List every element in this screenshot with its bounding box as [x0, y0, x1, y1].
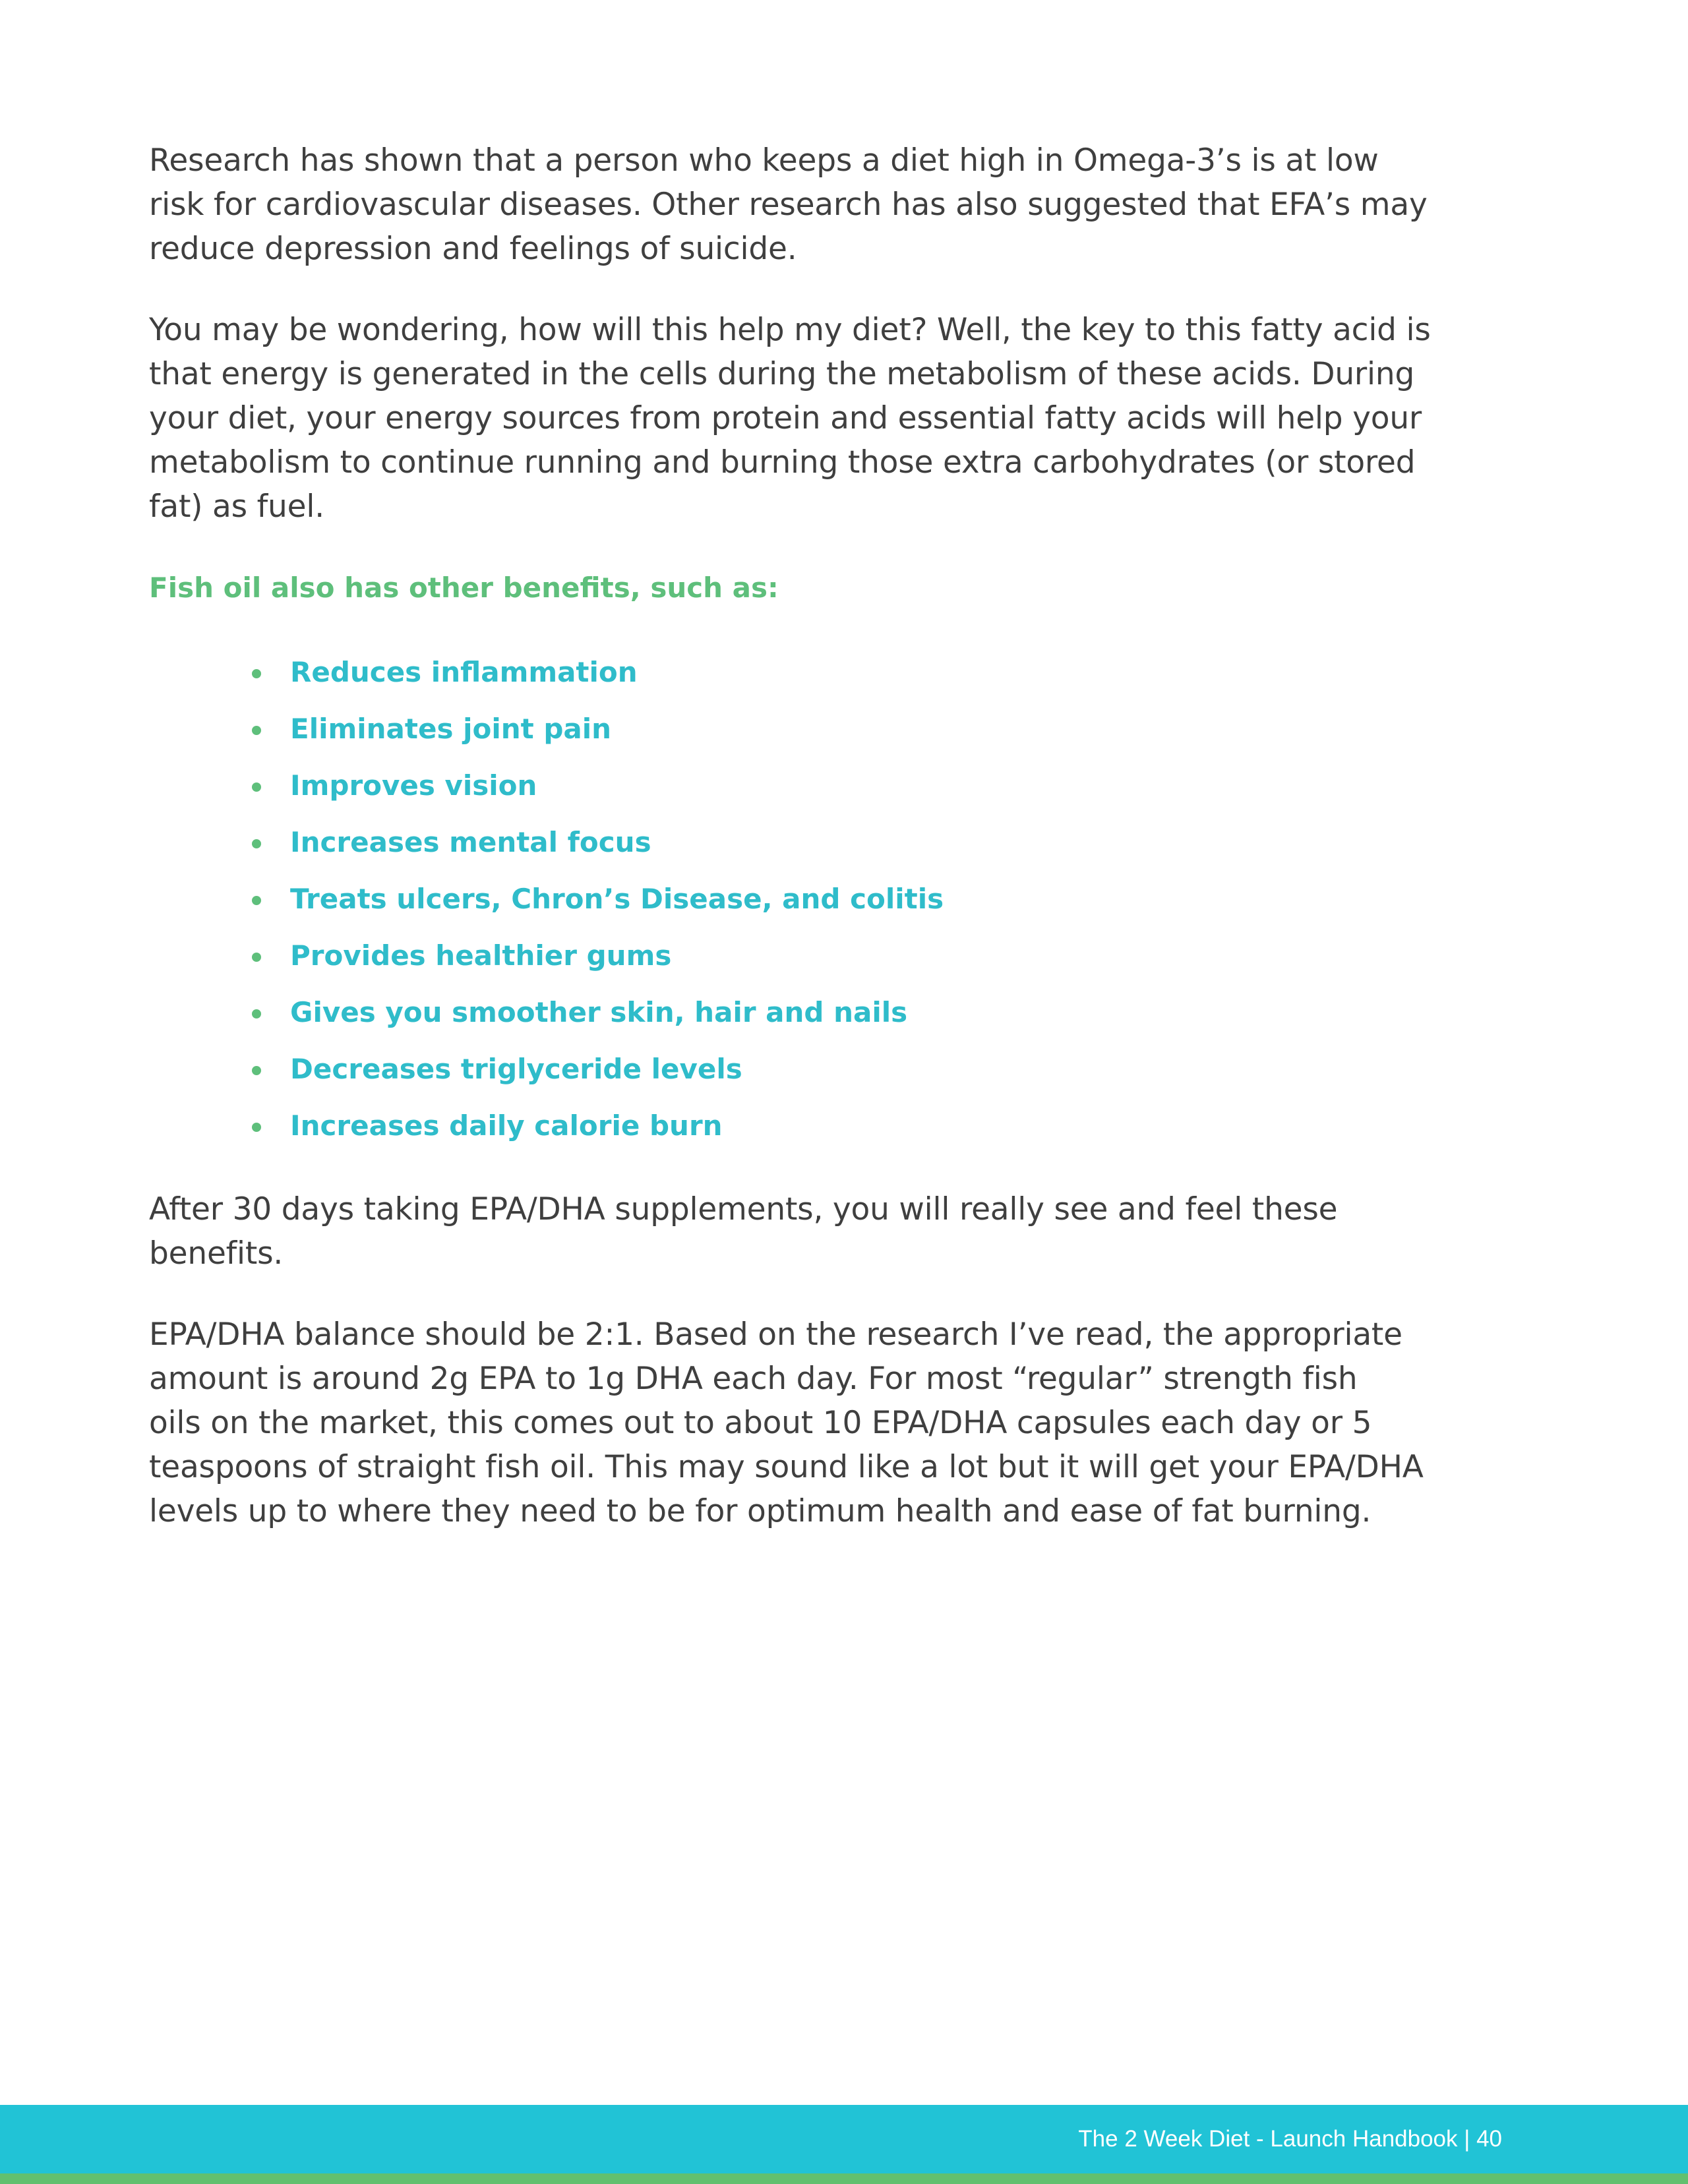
benefit-label: Eliminates joint pain [290, 713, 612, 745]
bullet-icon [252, 953, 261, 962]
text-line: risk for cardiovascular diseases. Other research has also suggested that EFA’s may [149, 187, 1428, 223]
bullet-icon [252, 1066, 261, 1075]
benefit-label: Gives you smoother skin, hair and nails [290, 996, 908, 1028]
benefit-label: Treats ulcers, Chron’s Disease, and colitis [290, 883, 944, 915]
text-line: teaspoons of straight fish oil. This may sound like a lot but it will get your EPA/DHA [149, 1449, 1424, 1485]
text-line: metabolism to continue running and burning those extra carbohydrates (or stored [149, 444, 1416, 481]
list-item [248, 1041, 1540, 1098]
text-line: levels up to where they need to be for optimum health and ease of fat burning. [149, 1493, 1372, 1529]
text-line: You may be wondering, how will this help my diet? Well, the key to this fatty acid is [149, 312, 1431, 348]
benefit-label: Increases daily calorie burn [290, 1109, 723, 1142]
footer-title-page-number: The 2 Week Diet - Launch Handbook | 40 [1078, 2126, 1502, 2152]
bullet-icon [252, 1009, 261, 1018]
benefits-list [149, 644, 1540, 1154]
list-item [248, 871, 1540, 928]
page-content [149, 138, 1540, 1570]
benefits-heading: Fish oil also has other benefits, such as: [149, 572, 779, 604]
list-item [248, 644, 1540, 701]
list-item [248, 1098, 1540, 1154]
text-line: After 30 days taking EPA/DHA supplements, you will really see and feel these [149, 1191, 1338, 1227]
list-item [248, 984, 1540, 1041]
benefit-label: Increases mental focus [290, 826, 651, 858]
paragraph-omega3-research [149, 138, 1540, 271]
bullet-icon [252, 896, 261, 905]
paragraph-thirty-days [149, 1187, 1540, 1276]
list-item [248, 701, 1540, 757]
bullet-icon [252, 726, 261, 735]
bullet-icon [252, 669, 261, 678]
benefit-label: Decreases triglyceride levels [290, 1053, 742, 1085]
list-item [248, 928, 1540, 984]
bullet-icon [252, 1123, 261, 1132]
text-line: benefits. [149, 1235, 284, 1272]
list-item [248, 814, 1540, 871]
page-footer [0, 2105, 1688, 2173]
footer-stripe [0, 2173, 1688, 2184]
bullet-icon [252, 782, 261, 792]
text-line: amount is around 2g EPA to 1g DHA each day. For most “regular” strength fish [149, 1361, 1358, 1397]
paragraph-diet-energy [149, 308, 1540, 529]
text-line: fat) as fuel. [149, 488, 324, 525]
benefit-label: Improves vision [290, 769, 537, 802]
text-line: that energy is generated in the cells during the metabolism of these acids. During [149, 356, 1415, 392]
list-item [248, 757, 1540, 814]
text-line: oils on the market, this comes out to about 10 EPA/DHA capsules each day or 5 [149, 1405, 1372, 1441]
paragraph-epa-dha-balance [149, 1313, 1540, 1533]
text-line: Research has shown that a person who keeps a diet high in Omega-3’s is at low [149, 142, 1379, 179]
benefit-label: Reduces inflammation [290, 656, 638, 688]
text-line: your diet, your energy sources from protein and essential fatty acids will help your [149, 400, 1422, 436]
benefit-label: Provides healthier gums [290, 939, 672, 972]
bullet-icon [252, 839, 261, 848]
text-line: reduce depression and feelings of suicide. [149, 231, 797, 267]
text-line: EPA/DHA balance should be 2:1. Based on the research I’ve read, the appropriate [149, 1316, 1402, 1353]
